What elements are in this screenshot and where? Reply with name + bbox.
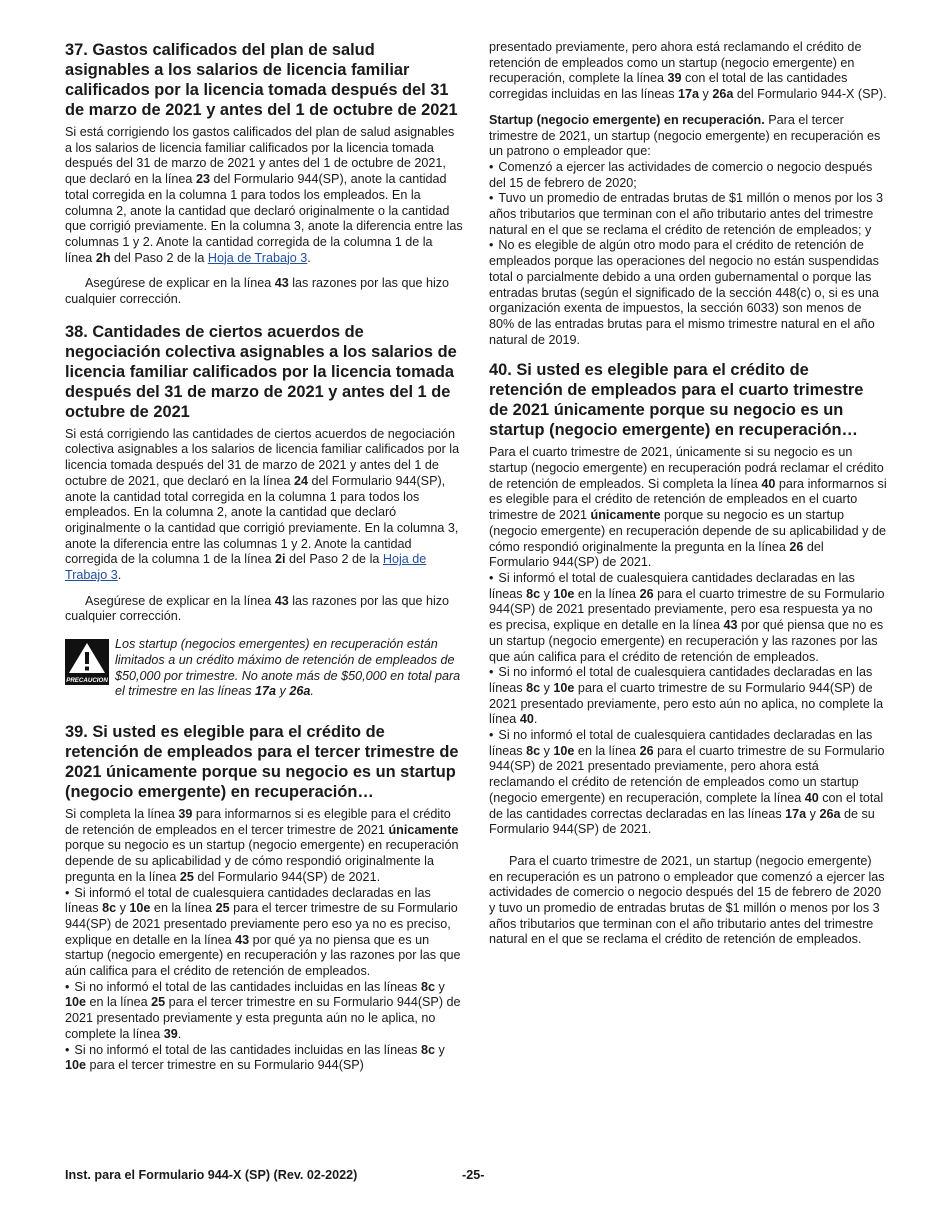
section-37 bbox=[65, 40, 463, 308]
section-39-continued: presentado previamente, pero ahora está reclamando el crédito de retención de empleados como un startup (negocio emergente) en recuperación, complete la línea 39 con el total de las cantidades corregidas incluidas en las líneas 17a y 26a del Formulario 944-X (SP). bbox=[489, 40, 887, 102]
worksheet-3-link[interactable]: Hoja de Trabajo 3 bbox=[65, 552, 427, 583]
section-40-paragraph: Para el cuarto trimestre de 2021, únicamente si su negocio es un startup (negocio emergente) en recuperación podrá reclamar el crédito de retención de empleados. Si completa la línea 40 para informarnos si es elegible para el crédito de retención de empleados en el cuarto trimestre de 2021 únicamente porque su negocio es un startup (negocio emergente) en recuperación depende de su aplicabilidad y de cómo respondió originalmente la pregunta en la línea 26 del Formulario 944(SP) de 2021. bbox=[489, 445, 887, 570]
section-39-bullet-3: • Si no informó el total de las cantidades incluidas en las líneas 8c y 10e para el tercer trimestre en su Formulario 944(SP) bbox=[65, 1043, 463, 1074]
section-37-title: 37. Gastos calificados del plan de salud asignables a los salarios de licencia familiar calificados por la licencia tomada después del 31 de marzo de 2021 y antes del 1 de octubre de 2021 bbox=[65, 41, 458, 119]
caution-icon bbox=[65, 639, 109, 685]
section-37-paragraph: Si está corrigiendo los gastos calificados del plan de salud asignables a los salarios de licencia familiar calificados por la licencia tomada después del 31 de marzo de 2021 y antes del 1 de octubre de 2021, que declaró en la línea 23 del Formulario 944(SP), anote la cantidad total corregida en la columna 1 para todos los empleados. En la columna 2, anote la cantidad que declaró originalmente o la cantidad que corrigió previamente. En la columna 3, anote la diferencia entre las columnas 1 y 2. Anote la cantidad corregida de la columna 1 de la línea 2h del Paso 2 de la Hoja de Trabajo 3. bbox=[65, 125, 463, 265]
section-40-definition: Para el cuarto trimestre de 2021, un startup (negocio emergente) en recuperación es un patrono o empleador que comenzó a ejercer las actividades de comercio o negocio después del 15 de febrero de 2020 y tuvo un promedio de entradas brutas de $1 millón o menos por los 3 años tributarios que terminan con el año tributario antes del trimestre natural en el que se reclama el crédito de retención de empleados. bbox=[489, 853, 885, 947]
section-39-bullet-1: • Si informó el total de cualesquiera cantidades declaradas en las líneas 8c y 10e en la línea 25 para el tercer trimestre de su Formulario 944(SP) de 2021 presentado previamente pero eso ya no es preciso, explique en detalle en la línea 43 por qué ya no piensa que es un startup (negocio emergente) en recuperación y las razones por las que aún califica para el crédito de retención de empleados. bbox=[65, 886, 463, 980]
startup-bullet-1: • Comenzó a ejercer las actividades de comercio o negocio después del 15 de febrero de 2020; bbox=[489, 160, 887, 191]
section-38-title: 38. Cantidades de ciertos acuerdos de negociación colectiva asignables a los salarios de licencia familiar calificados por la licencia tomada después del 31 de marzo de 2021 y antes del 1 de octubre de 2021 bbox=[65, 322, 457, 421]
page-number: -25- bbox=[462, 1168, 485, 1182]
startup-bullet-2: • Tuvo un promedio de entradas brutas de $1 millón o menos por los 3 años tributarios que terminan con el año tributario antes del trimestre natural en el que se reclama el crédito de retención de empleados; y bbox=[489, 191, 887, 238]
section-38-paragraph: Si está corrigiendo las cantidades de ciertos acuerdos de negociación colectiva asignables a los salarios de licencia familiar calificados por la licencia tomada después del 31 de marzo de 2021 y antes del 1 de octubre de 2021, que declaró en la línea 24 del Formulario 944(SP), anote la cantidad total corregida en la columna 1 para todos los empleados. En la columna 2, anote la cantidad que declaró originalmente o la cantidad que corrigió previamente. En la columna 3, anote la diferencia entre las columnas 1 y 2. Anote la cantidad corregida de la columna 1 de la línea 2i del Paso 2 de la Hoja de Trabajo 3. bbox=[65, 426, 460, 583]
section-40-bullet-2: • Si no informó el total de cualesquiera cantidades declaradas en las líneas 8c y 10e para el cuarto trimestre de su Formulario 944(SP) de 2021 presentado previamente, pero esto aún no aplica, no complete la línea 40. bbox=[489, 665, 887, 728]
section-40-title: 40. Si usted es elegible para el crédito de retención de empleados para el cuarto trimestre de 2021 únicamente porque su negocio es un startup (negocio emergente) en recuperación… bbox=[489, 361, 864, 440]
section-39-bullet-2: • Si no informó el total de las cantidades incluidas en las líneas 8c y 10e en la línea 25 para el tercer trimestre en su Formulario 944(SP) de 2021 presentado previamente y esta pregunta aún no le aplica, no complete la línea 39. bbox=[65, 980, 463, 1043]
left-column bbox=[65, 40, 463, 1088]
right-column bbox=[489, 40, 887, 962]
startup-definition: Startup (negocio emergente) en recuperación. Para el tercer trimestre de 2021, un startup (negocio emergente) en recuperación es un patrono o empleador que: bbox=[489, 112, 881, 159]
caution-icon-label: PRECAUCION bbox=[66, 677, 108, 685]
footer-form-title: Inst. para el Formulario 944-X (SP) (Rev. 02-2022) bbox=[65, 1168, 358, 1182]
startup-bullet-3: • No es elegible de algún otro modo para el crédito de retención de empleados porque las operaciones del negocio no están suspendidas total o parcialmente debido a una orden gubernamental o porque las entradas brutas (según el significado de la sección 448(c) o, si es una organización exenta de impuestos, la sección 6033) son menos de 80% de las entradas brutas para el mismo trimestre natural en el año natural de 2019. bbox=[489, 238, 887, 348]
section-40 bbox=[489, 360, 887, 948]
worksheet-3-link[interactable]: Hoja de Trabajo 3 bbox=[207, 250, 308, 265]
caution-note: PRECAUCION Los startup (negocios emergentes) en recuperación están limitados a un crédito máximo de retención de empleados de $50,000 por trimestre. No anote más de $50,000 en total para el trimestre en las líneas 17a y 26a. bbox=[66, 637, 461, 699]
startup-heading: Startup (negocio emergente) en recuperación. bbox=[489, 112, 765, 127]
section-39-paragraph: Si completa la línea 39 para informarnos si es elegible para el crédito de retención de empleados en el tercer trimestre de 2021 únicamente porque su negocio es un startup (negocio emergente) en recuperación depende de su aplicabilidad y de cómo respondió originalmente la pregunta en la línea 25 del Formulario 944(SP) de 2021. bbox=[65, 806, 459, 884]
section-37-note: Asegúrese de explicar en la línea 43 las razones por las que hizo cualquier corrección. bbox=[65, 276, 450, 307]
section-40-bullet-3: • Si no informó el total de cualesquiera cantidades declaradas en las líneas 8c y 10e en la línea 26 para el cuarto trimestre de su Formulario 944(SP) de 2021 presentado previamente, pero ahora está reclamando el crédito de retención de empleados como un startup (negocio emergente) en recuperación, complete la línea 40 con el total de las cantidades correctas declaradas en las líneas 17a y 26a de su Formulario 944(SP) de 2021. bbox=[489, 728, 887, 838]
section-40-bullet-1: • Si informó el total de cualesquiera cantidades declaradas en las líneas 8c y 10e en la línea 26 para el cuarto trimestre de su Formulario 944(SP) de 2021 presentado previamente, pero esa respuesta ya no es precisa, explique en detalle en la línea 43 por qué piensa que no es un startup (negocio emergente) en recuperación y las razones por las que aún califica para el crédito de retención de empleados. bbox=[489, 571, 887, 665]
section-38 bbox=[65, 322, 463, 700]
section-38-note: Asegúrese de explicar en la línea 43 las razones por las que hizo cualquier corrección. bbox=[65, 593, 450, 624]
page-footer bbox=[65, 1168, 885, 1182]
section-39 bbox=[65, 722, 463, 1074]
section-39-title: 39. Si usted es elegible para el crédito de retención de empleados para el tercer trimestre de 2021 únicamente porque su negocio es un startup (negocio emergente) en recuperación… bbox=[65, 722, 459, 801]
